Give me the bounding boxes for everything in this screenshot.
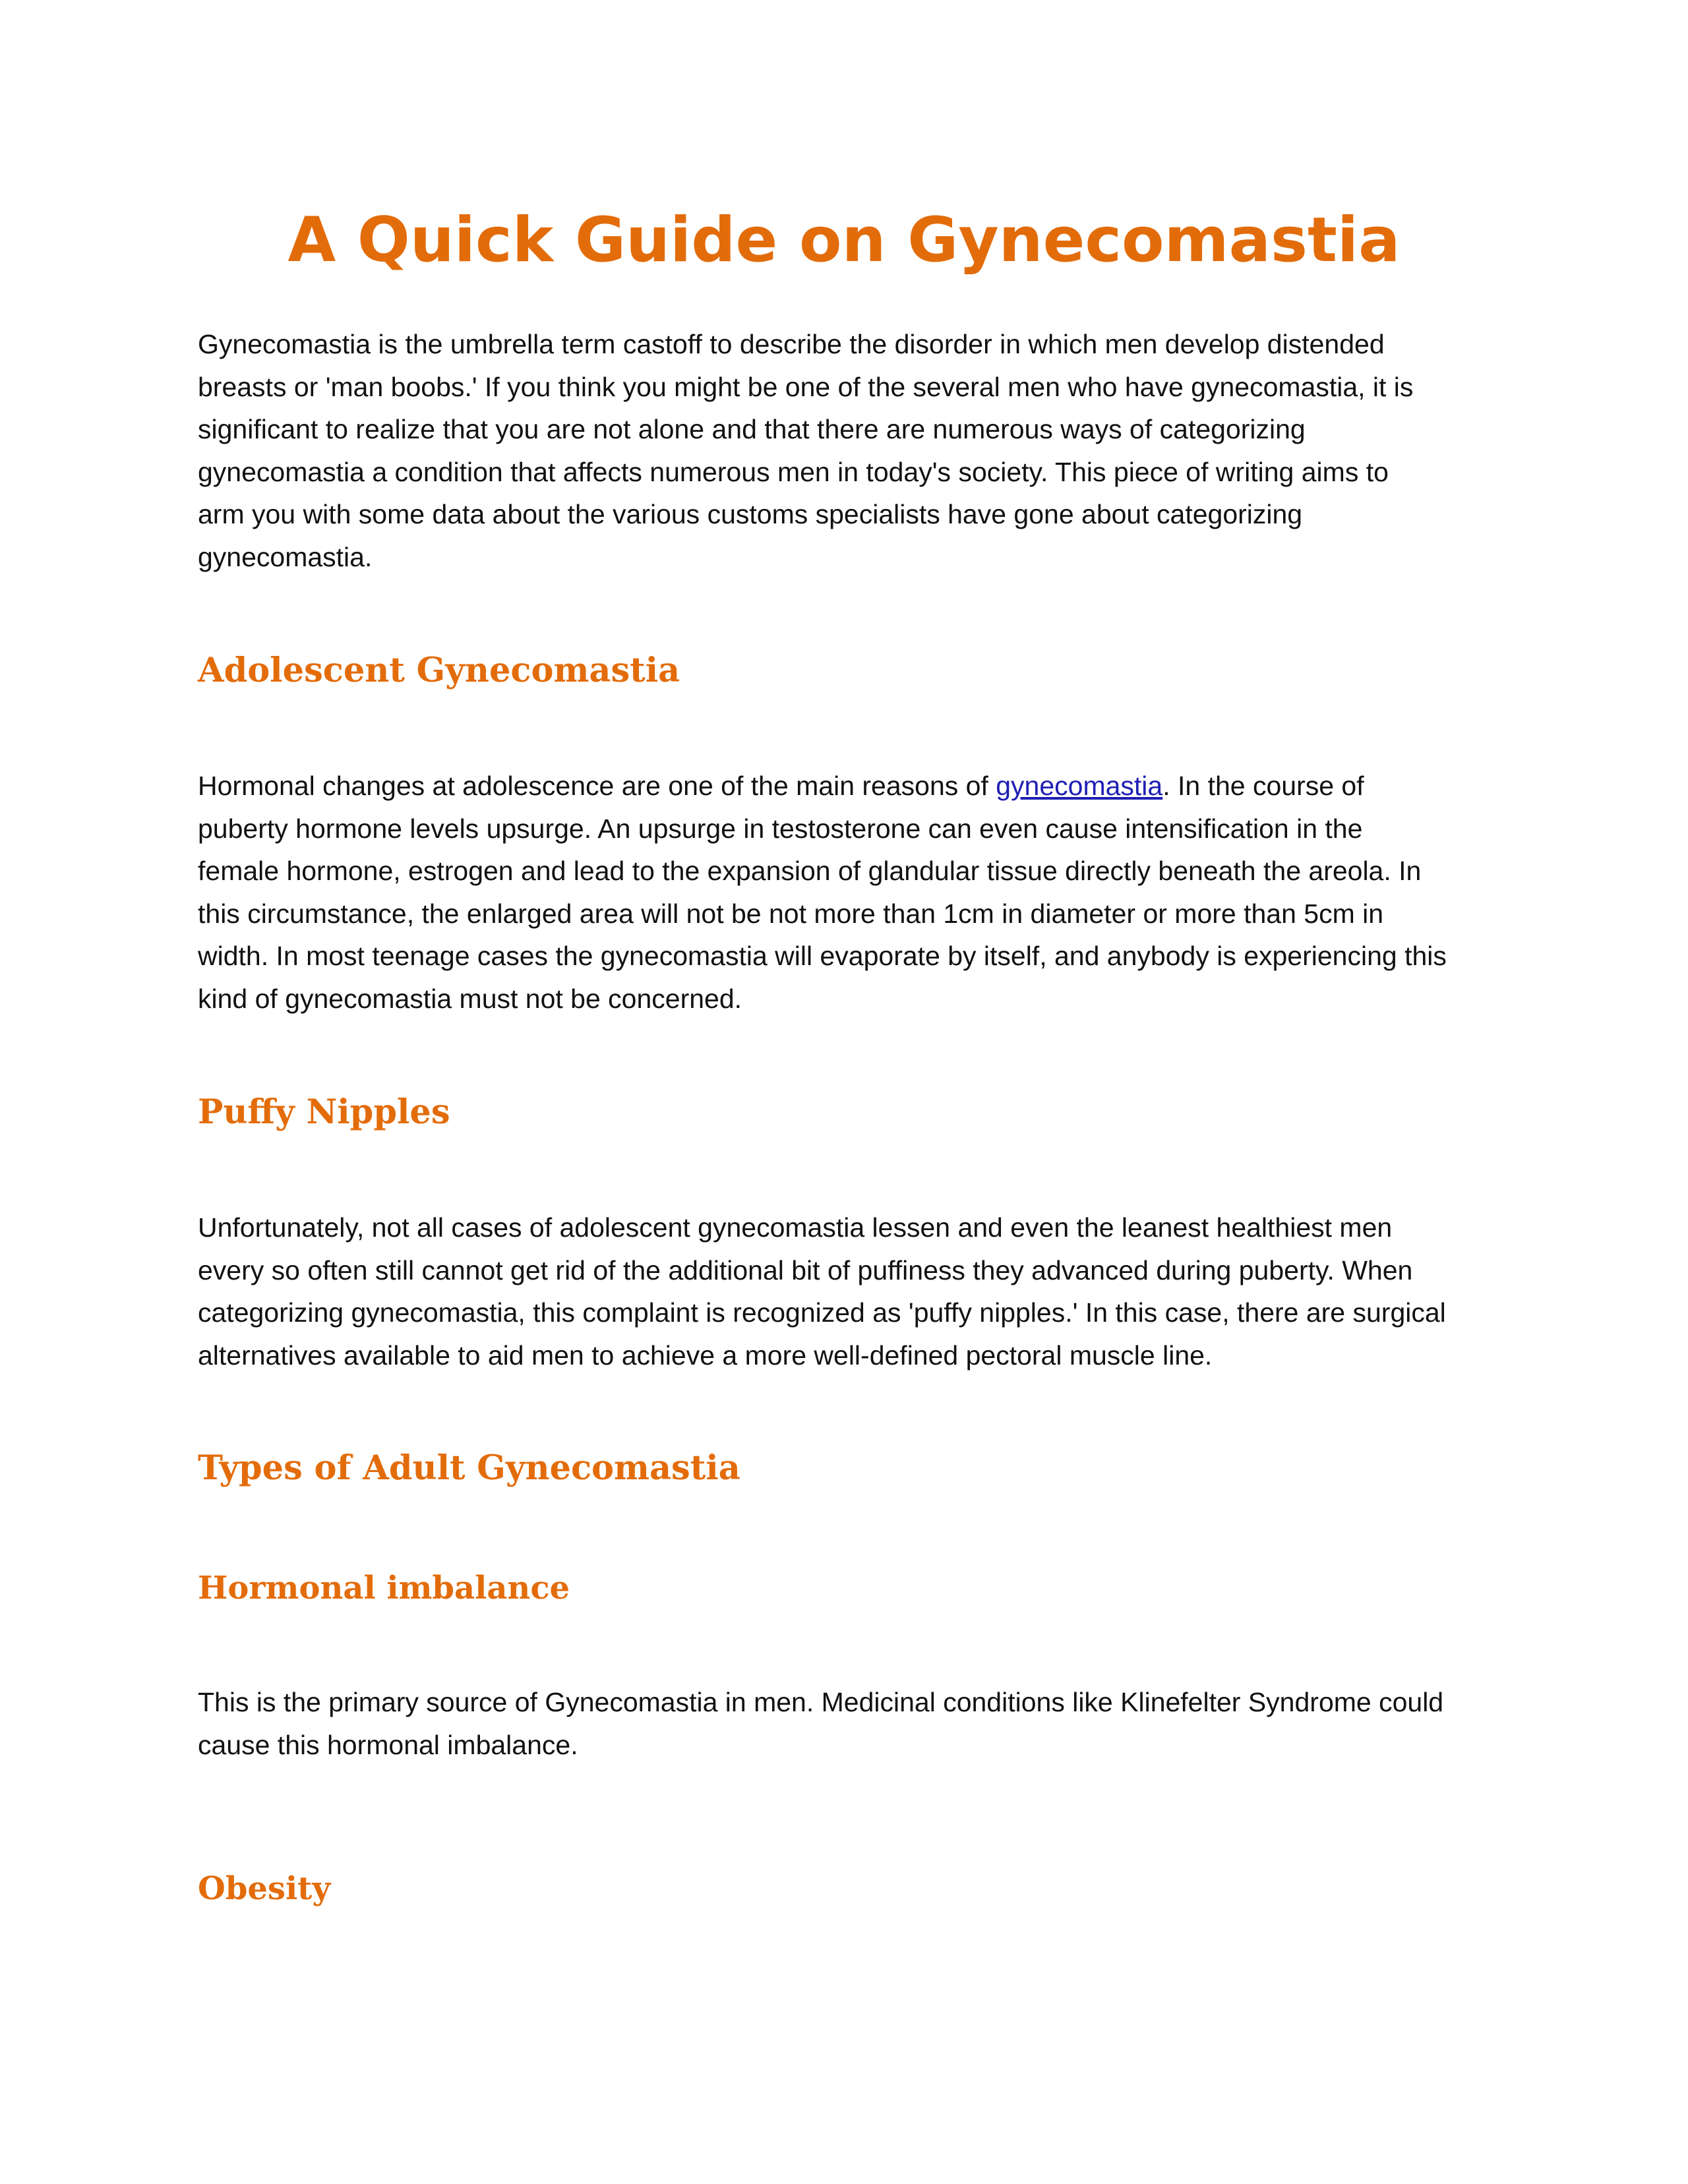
adolescent-line: female hormone, estrogen and lead to the expansion of glandular tissue directly beneath the areola. In bbox=[198, 856, 1422, 886]
heading-obesity: Obesity bbox=[198, 1870, 331, 1907]
puffy-line: alternatives available to aid men to achieve a more well-defined pectoral muscle line. bbox=[198, 1340, 1213, 1371]
puffy-paragraph bbox=[198, 1206, 1490, 1376]
adolescent-line-text: . In the course of bbox=[1162, 771, 1364, 801]
adolescent-line-text: Hormonal changes at adolescence are one of the main reasons of bbox=[198, 771, 996, 801]
puffy-line: every so often still cannot get rid of the additional bit of puffiness they advanced during puberty. When bbox=[198, 1254, 1413, 1285]
intro-line: significant to realize that you are not alone and that there are numerous ways of categorizing bbox=[198, 414, 1306, 444]
hormonal-line: cause this hormonal imbalance. bbox=[198, 1729, 578, 1760]
adolescent-paragraph bbox=[198, 765, 1490, 1020]
puffy-line: Unfortunately, not all cases of adolescent gynecomastia lessen and even the leanest healthiest men bbox=[198, 1212, 1393, 1243]
page-title: A Quick Guide on Gynecomastia bbox=[287, 204, 1401, 276]
intro-line: gynecomastia. bbox=[198, 541, 373, 572]
heading-puffy-nipples: Puffy Nipples bbox=[198, 1092, 450, 1132]
heading-hormonal-imbalance: Hormonal imbalance bbox=[198, 1570, 570, 1607]
heading-adolescent-gynecomastia: Adolescent Gynecomastia bbox=[198, 651, 680, 690]
hormonal-line: This is the primary source of Gynecomastia in men. Medicinal conditions like Klinefelter Syndrome could bbox=[198, 1687, 1444, 1717]
gynecomastia-link[interactable]: gynecomastia bbox=[996, 771, 1163, 801]
adolescent-line: puberty hormone levels upsurge. An upsurge in testosterone can even cause intensification in the bbox=[198, 813, 1363, 844]
hormonal-paragraph bbox=[198, 1681, 1490, 1766]
puffy-line: categorizing gynecomastia, this complaint is recognized as 'puffy nipples.' In this case, there are surgical bbox=[198, 1297, 1446, 1328]
intro-paragraph bbox=[198, 323, 1490, 578]
adolescent-line bbox=[198, 765, 1490, 808]
heading-types-of-adult-gynecomastia: Types of Adult Gynecomastia bbox=[198, 1448, 740, 1488]
intro-line: arm you with some data about the various customs specialists have gone about categorizing bbox=[198, 499, 1303, 529]
adolescent-line: kind of gynecomastia must not be concerned. bbox=[198, 983, 742, 1014]
adolescent-line: this circumstance, the enlarged area will not be not more than 1cm in diameter or more than 5cm in bbox=[198, 898, 1384, 929]
intro-line: Gynecomastia is the umbrella term castoff to describe the disorder in which men develop distended bbox=[198, 329, 1385, 359]
intro-line: gynecomastia a condition that affects numerous men in today's society. This piece of writing aims to bbox=[198, 456, 1389, 487]
adolescent-line: width. In most teenage cases the gynecomastia will evaporate by itself, and anybody is experiencing this bbox=[198, 941, 1447, 971]
intro-line: breasts or 'man boobs.' If you think you might be one of the several men who have gynecomastia, it is bbox=[198, 371, 1414, 402]
